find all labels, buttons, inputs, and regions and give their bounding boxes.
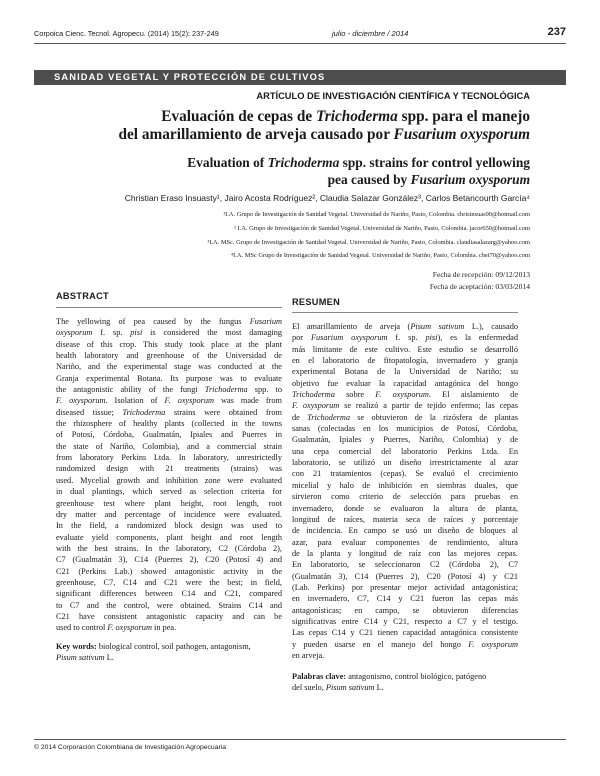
header-rule — [34, 43, 566, 44]
text-segment: significant differences between C14 and C21, compared — [56, 589, 282, 599]
text-line — [292, 525, 518, 536]
author-list: Christian Eraso Insuasty¹, Jairo Acosta Rodríguez², Claudia Salazar González³, Carlos Betancourth García⁴ — [124, 193, 530, 203]
text-line — [292, 616, 518, 627]
text-segment: In the field, a randomized block design was used to — [56, 521, 282, 531]
text-segment: health laboratory and greenhouse of the Universidad de — [56, 351, 282, 361]
text-segment: C21 have consistent antagonistic capacity and can be — [56, 611, 282, 621]
text-segment: greenhouse test where plant height, root length, root — [56, 498, 282, 508]
text-line — [56, 509, 282, 520]
text-segment: (Gualmatán 3), C14 (Puerres 2), C20 (Potosí 4) y C21 — [292, 571, 518, 581]
text-segment: was made from — [213, 396, 282, 406]
text-line — [56, 373, 282, 384]
text-segment: Las cepas C14 y C21 tienen capacidad antagónica consistente — [292, 628, 518, 638]
keywords — [56, 641, 286, 663]
title-text: spp. strains for control yellowing — [339, 155, 530, 170]
text-line — [292, 491, 518, 502]
text-line — [292, 593, 518, 604]
resumen-body — [292, 321, 518, 661]
section-banner-label: SANIDAD VEGETAL Y PROTECCIÓN DE CULTIVOS — [54, 72, 326, 82]
text-line — [292, 559, 518, 570]
title-text: Evaluación de cepas de — [161, 108, 316, 125]
text-line — [56, 611, 282, 622]
text-line — [292, 434, 518, 445]
text-segment: se obtuvieron de la rizósfera de plantas — [350, 412, 518, 422]
text-segment: se realizó a partir de tejido enfermo; las cepas — [339, 401, 518, 411]
text-segment: randomized design with 21 treatments (strains) was — [56, 464, 282, 474]
running-header — [34, 26, 566, 40]
text-line — [56, 600, 282, 611]
italic-term: F. oxysporum — [56, 396, 106, 406]
text-segment: L.), causado — [464, 322, 518, 331]
text-segment: the rhizosphere of healthy plants (collected in the towns — [56, 419, 282, 429]
title-species: Fusarium oxysporum — [393, 126, 530, 143]
text-segment: objetivo fue evaluar la capacidad antagónica del hongo — [292, 378, 518, 388]
text-segment: más limitante de este cultivo. Este estudio se desarrolló — [292, 344, 518, 354]
abstract-heading: ABSTRACT — [56, 291, 109, 301]
text-line — [56, 395, 282, 406]
text-line — [292, 468, 518, 479]
text-segment: sanas (colectadas en los municipios de Potosí, Córdoba, — [292, 424, 518, 434]
text-segment: por — [292, 333, 311, 343]
text-line — [292, 503, 518, 514]
title-text: Evaluation of — [187, 155, 268, 170]
text-segment: de incidencia. En campo se usó un diseño de bloques al — [292, 526, 518, 536]
palabras-clave-text-2: del suelo, — [292, 683, 326, 692]
text-segment: sobre — [334, 390, 376, 400]
text-line — [292, 639, 518, 650]
affiliation: ² I.A. Grupo de Investigación de Sanidad Vegetal. Universidad de Nariño, Pasto, Colombia. jacor650@hotmail.com — [234, 225, 530, 232]
text-segment: evaluate yield components, plant height and root length — [56, 532, 282, 542]
text-segment: to C7 and the control, were obtained. Strains C14 and — [56, 600, 282, 610]
text-segment: en el laboratorio de fitopatología, invernadero y granja — [292, 356, 518, 366]
issue-date: julio - diciembre / 2014 — [332, 29, 409, 38]
italic-term: F. oxysporum — [468, 639, 518, 649]
palabras-clave-text-end: L. — [374, 683, 384, 692]
text-segment: f. sp. — [387, 333, 426, 343]
copyright-footer: © 2014 Corporación Colombiana de Investigación Agropecuaria — [34, 744, 227, 751]
text-segment: de — [292, 412, 308, 422]
text-line — [56, 543, 282, 554]
italic-term: pisi — [425, 333, 438, 343]
text-segment: de la planta y longitud de raíz con las mejores cepas. — [292, 548, 518, 558]
text-line — [56, 452, 282, 463]
text-segment: Nariño, and the experimental stage was conducted at the — [56, 362, 282, 372]
italic-term: F. oxysporum — [375, 390, 429, 400]
text-segment: C21 (Perkins Lab.) showed antagonistic activity in the — [56, 566, 282, 576]
text-segment: with the best strains. In the laboratory, C2 (Córdoba 2), — [56, 543, 282, 553]
affiliation: ⁴I.A. MSc Grupo de Investigación de Sanidad Vegetal. Universidad de Nariño, Pasto, Colombia. cbet70@yahoo.com — [230, 252, 530, 259]
text-segment: en invernadero, C7, C14 y C21 fueron las cepas más — [292, 594, 518, 604]
text-line — [56, 622, 282, 633]
title-spanish-line-2 — [50, 126, 530, 144]
text-segment: greenhouse, C7, C14 and C21 were the best; in field, — [56, 577, 282, 587]
resumen-rule — [292, 312, 518, 313]
title-english-line-2 — [50, 171, 530, 188]
palabras-clave-text: antagonismo, control biológico, patógeno — [346, 672, 487, 681]
keywords-species: Pisum sativum — [56, 653, 105, 662]
text-line — [56, 520, 282, 531]
text-line — [292, 514, 518, 525]
text-line — [56, 554, 282, 565]
text-line — [56, 486, 282, 497]
abstract-body — [56, 316, 282, 634]
title-genus: Trichoderma — [315, 108, 398, 125]
text-segment: una cepa comercial del laboratorio Perkins Ltda. En — [292, 446, 518, 456]
text-segment: invernadero, donde se evaluaron la altura de planta, — [292, 503, 518, 513]
title-genus: Trichoderma — [267, 155, 340, 170]
text-segment: (Lab. Perkins) por presentar mejor actividad antagonística; — [292, 582, 518, 592]
text-line — [292, 537, 518, 548]
text-segment: C7 (Gualmatán 3), C14 (Puerres 2), C20 (Potosí 4) and — [56, 555, 282, 565]
text-segment: disease of this crop. This study took place at the plant — [56, 339, 282, 349]
text-line — [56, 384, 282, 395]
italic-term: Trichoderma — [204, 385, 248, 395]
text-segment: con 21 tratamientos (cepas). Se evaluó el crecimiento — [292, 469, 518, 479]
text-line — [292, 650, 518, 661]
text-segment: antagonísticas; en campo, se obtuvieron diferencias — [292, 605, 518, 615]
footer-rule — [34, 739, 566, 740]
text-segment: dry matter and percentage of incidence were evaluated. — [56, 509, 282, 519]
text-line — [292, 400, 518, 411]
title-text: pea caused by — [327, 172, 411, 187]
text-segment: of Potosí, Córdoba, Gualmatán, Ipiales and Puerres in — [56, 430, 282, 440]
text-segment: f. sp. — [92, 328, 131, 338]
text-line — [292, 582, 518, 593]
text-segment: in pea. — [151, 623, 177, 633]
journal-citation: Corpoica Cienc. Tecnol. Agropecu. (2014) 15(2): 237-249 — [34, 29, 219, 38]
text-segment: laboratorio, se utilizó un diseño irrestrictamente al azar — [292, 458, 518, 468]
text-segment: . Isolation of — [105, 396, 165, 406]
text-line — [292, 480, 518, 491]
abstract-rule — [56, 307, 282, 308]
text-segment: en arveja. — [292, 650, 325, 660]
text-line — [56, 475, 282, 486]
title-english-line-1 — [50, 154, 530, 171]
text-segment: Granja experimental Botana. Its purpose was to evaluate — [56, 373, 282, 383]
text-line — [292, 627, 518, 638]
text-line — [292, 389, 518, 400]
text-segment: in dual plantings, which served as selection criteria for — [56, 487, 282, 497]
text-line — [292, 571, 518, 582]
text-segment: sirvieron como criterio de selección para pruebas en — [292, 492, 518, 502]
text-segment: the antagonistic ability of the fungi — [56, 385, 205, 395]
affiliation: ¹I.A. Grupo de Investigación de Sanidad Vegetal. Universidad de Nariño, Pasto, Colombia. chrisinsuas90@hotmail.com — [223, 211, 530, 218]
article-type: ARTÍCULO DE INVESTIGACIÓN CIENTÍFICA Y TECNOLÓGICA — [256, 91, 530, 101]
section-banner — [34, 70, 566, 85]
text-line — [292, 457, 518, 468]
title-text: del amarillamiento de arveja causado por — [118, 126, 394, 143]
text-segment: longitud de raíces, materia seca de raíces y porcentaje — [292, 514, 518, 524]
text-line — [292, 332, 518, 343]
text-segment: En laboratorio, se seleccionaron C2 (Córdoba 2), C7 — [292, 560, 518, 570]
text-line — [56, 532, 282, 543]
text-line — [56, 361, 282, 372]
text-segment: y pueden usarse en el manejo del hongo — [292, 639, 469, 649]
text-line — [292, 412, 518, 423]
title-species: Fusarium oxysporum — [410, 172, 530, 187]
text-segment: is considered the most damaging — [142, 328, 282, 338]
italic-term: Fusarium oxysporum — [310, 333, 388, 343]
italic-term: F. oxysporum — [292, 401, 340, 411]
text-line — [56, 350, 282, 361]
affiliation: ³I.A. MSc. Grupo de Investigación de Sanidad Vegetal. Universidad de Nariño, Pasto, Colombia. claudiasalazarg@yahoo.com — [207, 239, 530, 246]
text-line — [56, 429, 282, 440]
text-segment: strains were obtained from — [165, 407, 282, 417]
received-date: Fecha de recepción: 09/12/2013 — [432, 270, 530, 279]
text-line — [292, 605, 518, 616]
palabras-clave — [292, 671, 522, 693]
title-english — [50, 154, 530, 188]
text-line — [292, 423, 518, 434]
text-line — [56, 339, 282, 350]
accepted-date: Fecha de aceptación: 03/03/2014 — [429, 282, 530, 291]
text-line — [56, 441, 282, 452]
text-segment: El amarillamiento de arveja ( — [292, 322, 411, 331]
text-line — [56, 418, 282, 429]
keywords-text-end: L. — [104, 653, 114, 662]
text-segment: diseased tissue; — [56, 407, 123, 417]
keywords-text: biological control, soil pathogen, antagonism, — [96, 642, 251, 651]
italic-term: oxysporum — [56, 328, 93, 338]
text-segment: . El aislamiento de — [428, 390, 518, 400]
page-number: 237 — [547, 26, 566, 38]
text-segment: azar, para evaluar componentes de rendimiento, altura — [292, 537, 518, 547]
italic-term: Trichoderma — [122, 407, 166, 417]
text-segment: the state of Nariño, Colombia), and a commercial strain — [56, 441, 282, 451]
text-line — [292, 446, 518, 457]
text-segment: The yellowing of pea caused by the fungus — [56, 317, 250, 326]
italic-term: Pisum sativum — [410, 322, 465, 331]
text-segment: used to control — [56, 623, 108, 633]
text-segment: micelial y halo de inhibición en siembras duales, que — [292, 480, 518, 490]
text-line — [56, 407, 282, 418]
text-line — [56, 498, 282, 509]
text-segment: Gualmatán, Ipiales y Puerres, Nariño, Colombia) y de — [292, 435, 518, 445]
text-segment: spp. to — [247, 385, 282, 395]
text-segment: ), es la enfermedad — [437, 333, 518, 343]
palabras-clave-label: Palabras clave: — [292, 672, 347, 681]
palabras-clave-species: Pisum sativum — [325, 683, 375, 692]
italic-term: Trichoderma — [307, 412, 350, 422]
text-line — [56, 463, 282, 474]
text-line — [292, 548, 518, 559]
text-line — [56, 577, 282, 588]
text-line — [56, 588, 282, 599]
text-line — [292, 366, 518, 377]
text-line — [56, 327, 282, 338]
title-spanish — [50, 108, 530, 144]
text-line — [292, 321, 518, 332]
resumen-heading: RESUMEN — [292, 297, 341, 307]
text-line — [292, 378, 518, 389]
text-line — [292, 355, 518, 366]
title-text: spp. para el manejo — [397, 108, 530, 125]
text-segment: experimental Botana de la Universidad de Nariño; su — [292, 367, 518, 377]
text-segment: significativas entre C14 y C21, respecto a C7 y el testigo. — [292, 616, 518, 626]
keywords-label: Key words: — [56, 642, 97, 651]
italic-term: Fusarium — [249, 317, 282, 326]
italic-term: pisi — [130, 328, 143, 338]
text-segment: used. Mycelial growth and inhibition zone were evaluated — [56, 475, 282, 485]
text-line — [56, 316, 282, 327]
italic-term: F. oxysporum — [107, 623, 152, 633]
text-line — [56, 566, 282, 577]
text-line — [292, 344, 518, 355]
italic-term: Trichoderma — [292, 390, 335, 400]
title-spanish-line-1 — [50, 108, 530, 126]
italic-term: F. oxysporum — [164, 396, 214, 406]
text-segment: from laboratory Perkins Ltda. In laboratory, unrestrictedly — [56, 453, 282, 463]
